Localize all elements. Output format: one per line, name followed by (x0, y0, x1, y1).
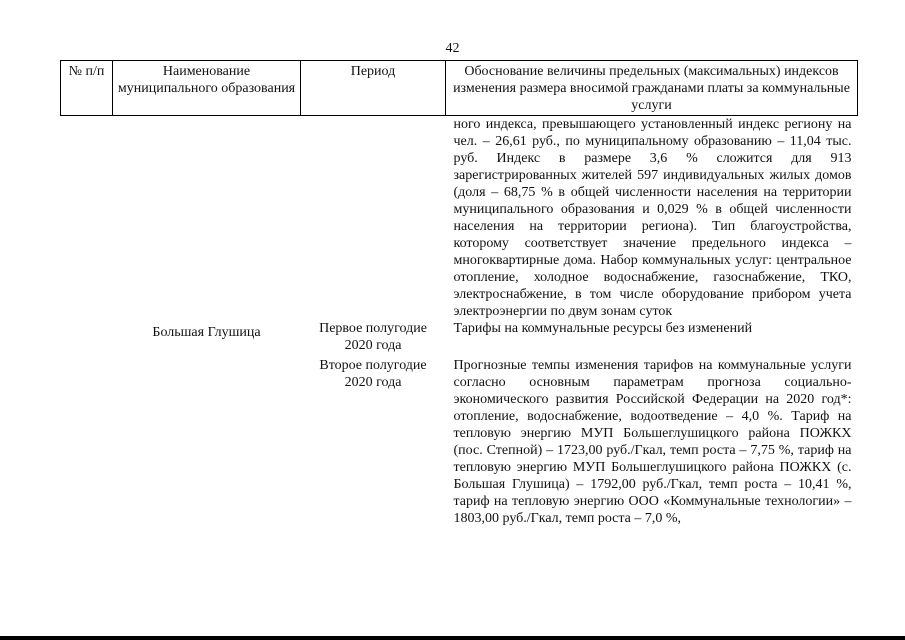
period-first-half: Первое полугодие 2020 года (319, 321, 427, 353)
table-row (61, 320, 858, 527)
basis-first-half: Тарифы на коммунальные ресурсы без изменений (453, 321, 753, 336)
municipality-name: Большая Глушица (152, 325, 261, 340)
page-bottom-border (0, 636, 905, 640)
header-period: Период (301, 61, 446, 116)
basis-second-half: Прогнозные темпы изменения тарифов на коммунальные услуги согласно основным параметрам прогноза социально-экономического развития Российской Федерации на 2020 год*: отопление, водоснабжение, водоотведение – 4,0 %. Тариф на тепловую энергию МУП Большеглушицкого района ПОЖКХ (пос. Степной) – 1723,00 руб./Гкал, темп роста – 7,75 %, тариф на тепловую энергию МУП Большеглушицкого района ПОЖКХ (с. Большая Глушица) – 1792,00 руб./Гкал, темп роста – 10,41 %, тариф на тепловую энергию ООО «Коммунальные технологии» – 1803,00 руб./Гкал, темп роста – 7,0 %, (453, 358, 852, 526)
table-row (61, 116, 858, 321)
header-name: Наименование муниципального образования (113, 61, 301, 116)
page-number: 42 (445, 41, 460, 56)
tariff-table (60, 60, 858, 527)
period-second-half: Второе полугодие 2020 года (319, 358, 427, 390)
header-basis: Обоснование величины предельных (максимальных) индексов изменения размера вносимой гражданами платы за коммунальные услуги (446, 61, 858, 116)
continuation-text: ного индекса, превышающего установленный индекс региону на чел. – 26,61 руб., по муниципальному образованию – 11,04 тыс. руб. Индекс в размере 3,6 % сложится для 913 зарегистрированных жителей 597 индивидуальных жилых домов (доля – 68,75 % в общей численности населения на территории муниципального образования и 0,029 % в общей численности населения на территории региона). Тип благоустройства, которому соответствует значение предельного индекса – многоквартирные дома. Набор коммунальных услуг: центральное отопление, холодное водоснабжение, газоснабжение, ТКО, электроснабжение, в том числе оборудование прибором учета электроэнергии по двум зонам суток (453, 117, 852, 319)
header-num: № п/п (61, 61, 113, 116)
table-header-row (61, 61, 858, 116)
